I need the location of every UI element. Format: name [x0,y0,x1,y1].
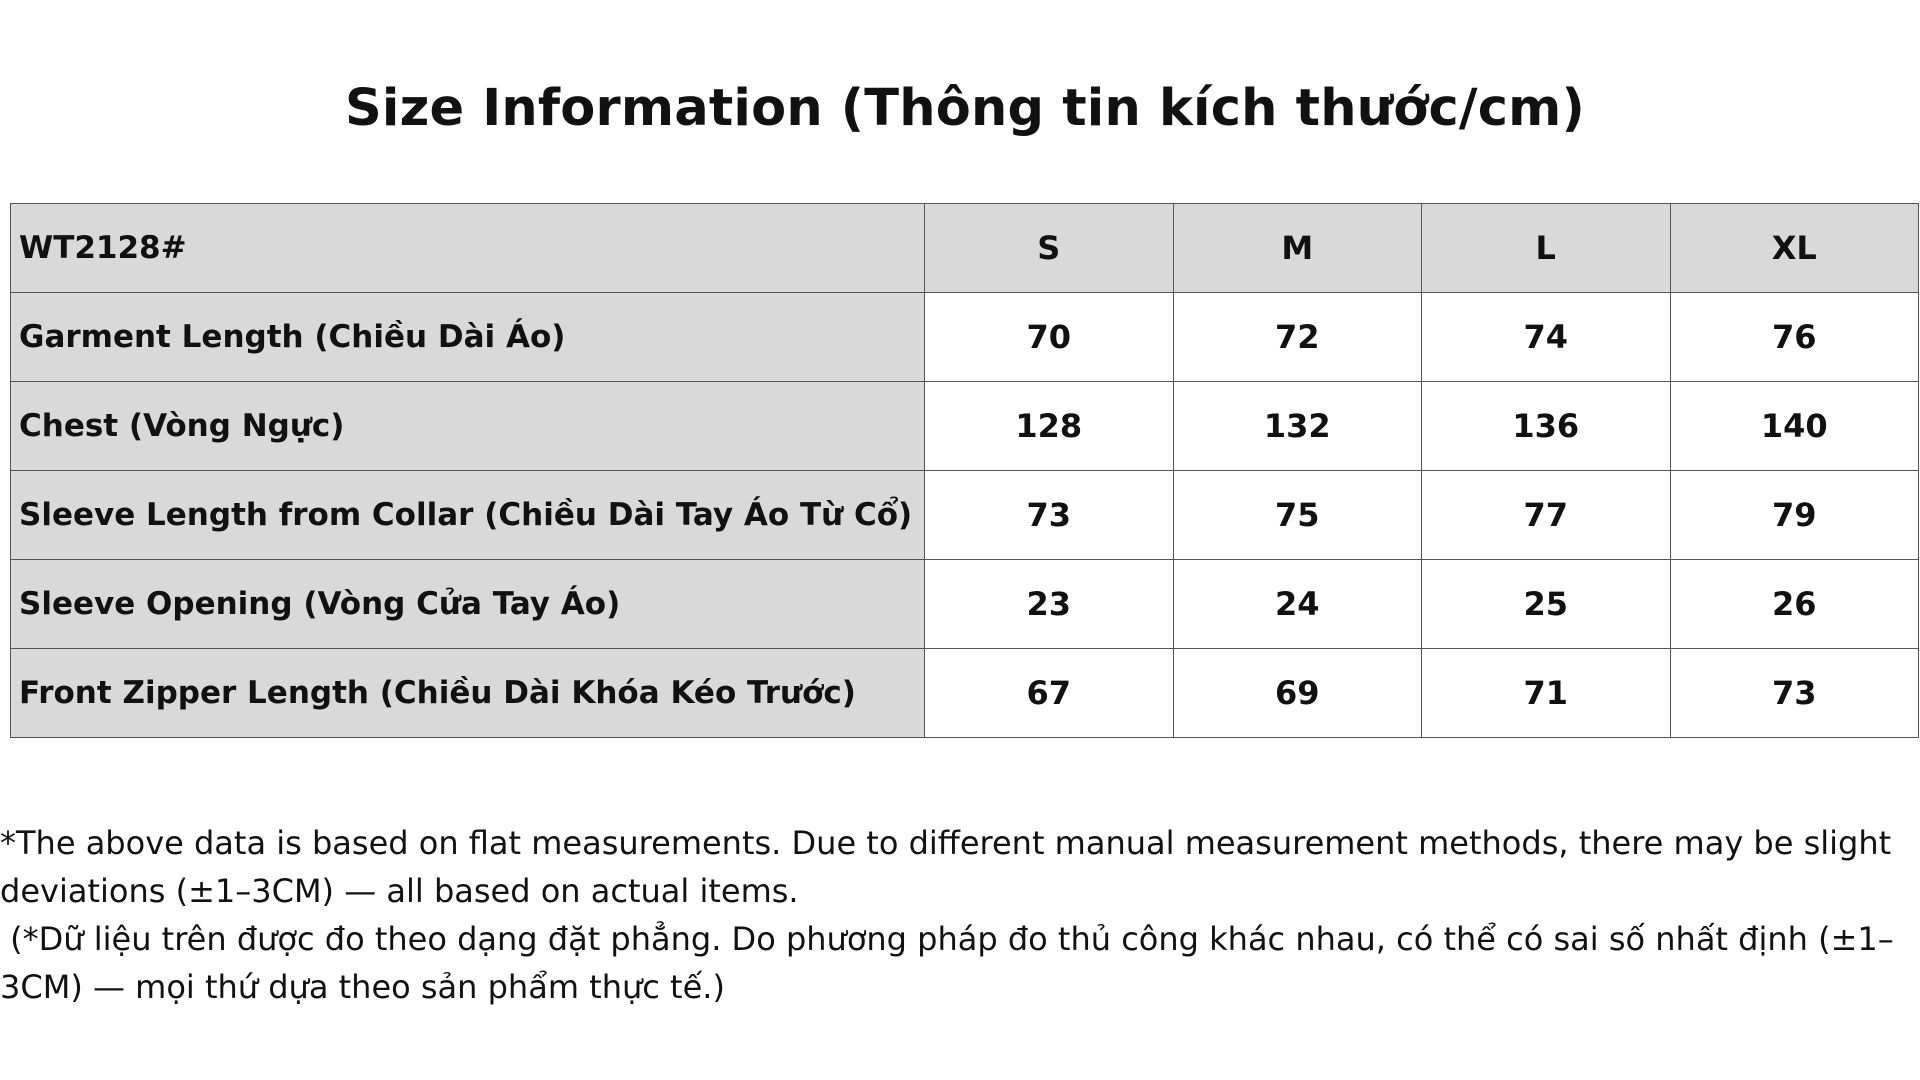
table-cell: 76 [1670,293,1919,382]
table-cell: 132 [1173,382,1422,471]
table-cell: 74 [1422,293,1671,382]
table-row [11,293,1919,382]
product-code-header: WT2128# [11,204,925,293]
table-row [11,471,1919,560]
table-cell: 72 [1173,293,1422,382]
size-header-l: L [1422,204,1671,293]
table-cell: 71 [1422,649,1671,738]
table-cell: 26 [1670,560,1919,649]
table-cell: 79 [1670,471,1919,560]
table-header-row [11,204,1919,293]
size-table [10,203,1919,738]
table-row [11,560,1919,649]
table-cell: 73 [1670,649,1919,738]
table-cell: 77 [1422,471,1671,560]
table-row [11,649,1919,738]
size-header-m: M [1173,204,1422,293]
table-cell: 136 [1422,382,1671,471]
size-header-xl: XL [1670,204,1919,293]
table-cell: 140 [1670,382,1919,471]
table-cell: 23 [925,560,1174,649]
table-row [11,382,1919,471]
table-cell: 67 [925,649,1174,738]
note-english: *The above data is based on flat measurements. Due to different manual measurement methods, there may be slight deviations (±1–3CM) — all based on actual items. [0,824,1892,910]
measurement-note [0,819,1920,1011]
row-label-sleeve-length: Sleeve Length from Collar (Chiều Dài Tay Áo Từ Cổ) [11,471,925,560]
table-cell: 70 [925,293,1174,382]
table-cell: 25 [1422,560,1671,649]
table-cell: 75 [1173,471,1422,560]
row-label-garment-length: Garment Length (Chiều Dài Áo) [11,293,925,382]
table-cell: 69 [1173,649,1422,738]
table-cell: 128 [925,382,1174,471]
table-cell: 24 [1173,560,1422,649]
page-title: Size Information (Thông tin kích thước/cm) [344,79,1586,139]
note-vietnamese: (*Dữ liệu trên được đo theo dạng đặt phẳng. Do phương pháp đo thủ công khác nhau, có thể có sai số nhất định (±1–3CM) — mọi thứ dựa theo sản phẩm thực tế.) [0,920,1894,1006]
size-header-s: S [925,204,1174,293]
row-label-sleeve-opening: Sleeve Opening (Vòng Cửa Tay Áo) [11,560,925,649]
table-cell: 73 [925,471,1174,560]
row-label-chest: Chest (Vòng Ngực) [11,382,925,471]
row-label-front-zipper-length: Front Zipper Length (Chiều Dài Khóa Kéo Trước) [11,649,925,738]
